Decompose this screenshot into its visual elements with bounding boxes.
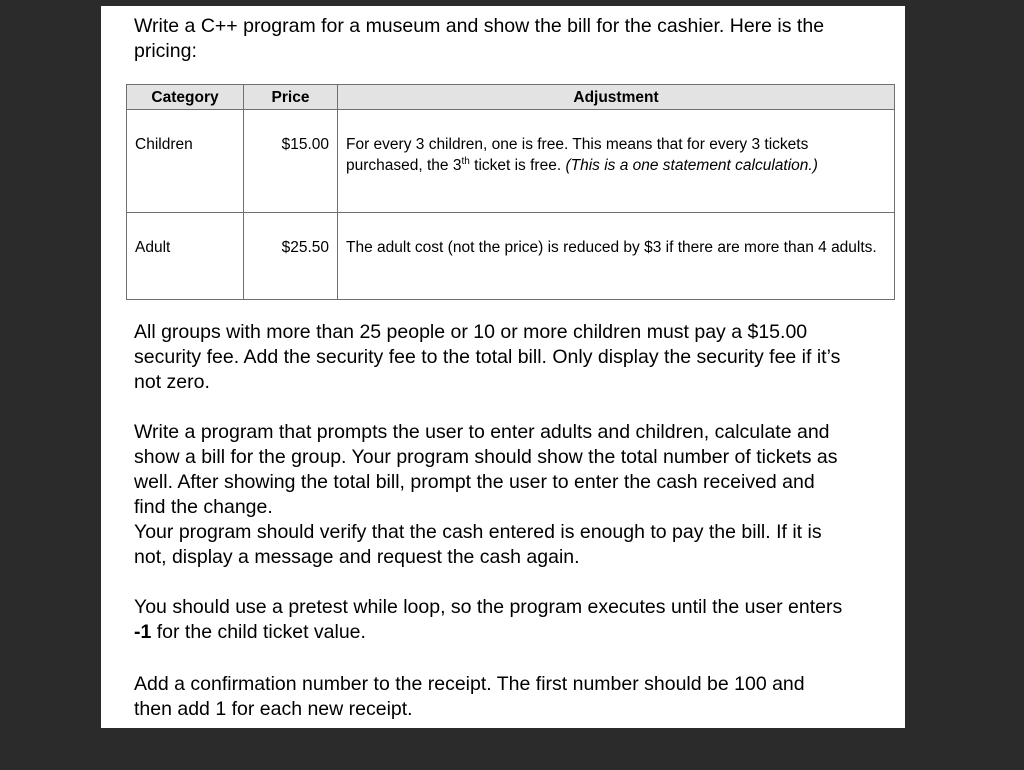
verify-cash-paragraph: Your program should verify that the cash entered is enough to pay the bill. If it is not, display a message and request the cash again. [134, 521, 822, 568]
cell-adjustment: The adult cost (not the price) is reduced by $3 if there are more than 4 adults. [338, 213, 895, 300]
loop-text: You should use a pretest while loop, so the program executes until the user enters [134, 596, 843, 618]
cell-adjustment [338, 110, 895, 213]
loop-text-end: for the child ticket value. [151, 621, 366, 643]
adjustment-text: For every 3 children, one is free. This means that for every 3 tickets purchased, the 3 [346, 136, 809, 174]
pricing-table [126, 84, 895, 300]
table-row-adult [127, 213, 895, 300]
loop-paragraph [134, 595, 844, 645]
sentinel-value: -1 [134, 621, 152, 643]
adjustment-text-continued: ticket is free. [469, 157, 566, 174]
prompt-paragraph: Write a program that prompts the user to enter adults and children, calculate and show a bill for the group. Your program should show the total number of tickets as well. After showing the total bill, prompt the user to enter the cash received and find the change. [134, 421, 838, 518]
ordinal-suffix: th [461, 155, 470, 167]
document-page [101, 6, 905, 728]
intro-text: Write a C++ program for a museum and show the bill for the cashier. Here is the pricing: [134, 15, 825, 62]
table-header-row [127, 85, 895, 110]
adjustment-note: (This is a one statement calculation.) [565, 157, 818, 174]
header-adjustment: Adjustment [338, 85, 895, 110]
header-price: Price [244, 85, 338, 110]
cell-category: Adult [127, 213, 244, 300]
confirmation-paragraph: Add a confirmation number to the receipt. The first number should be 100 and then add 1 for each new receipt. [134, 673, 805, 720]
header-category: Category [127, 85, 244, 110]
cell-price: $25.50 [244, 213, 338, 300]
cell-category: Children [127, 110, 244, 213]
cell-price: $15.00 [244, 110, 338, 213]
table-row-children [127, 110, 895, 213]
security-fee-paragraph: All groups with more than 25 people or 10 or more children must pay a $15.00 security fee. Add the security fee to the total bill. Only display the security fee if it’s not zero. [134, 321, 841, 393]
